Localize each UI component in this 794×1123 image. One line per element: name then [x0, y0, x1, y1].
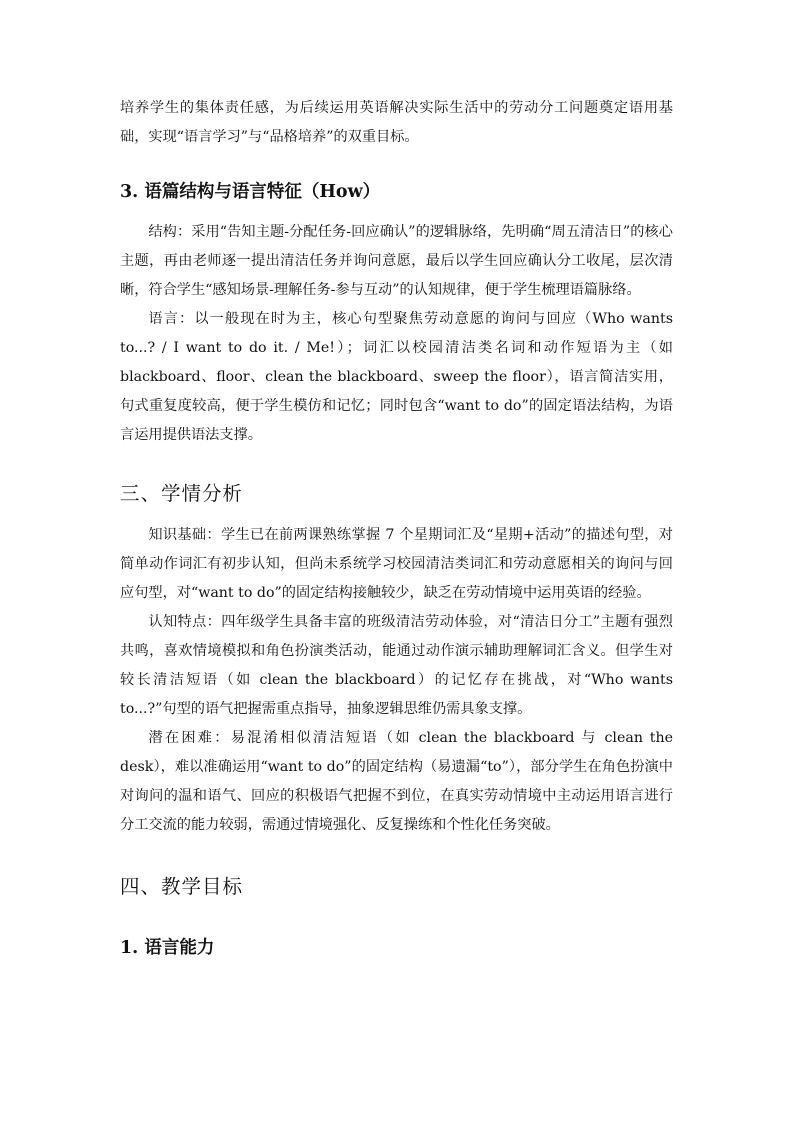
paragraph-knowledge-base: 知识基础：学生已在前两课熟练掌握 7 个星期词汇及“星期+活动”的描述句型，对简单动作词汇有初步认知，但尚未系统学习校园清洁类词汇和劳动意愿相关的询问与回应句型，对“want to do”的固定结构接触较少，缺乏在劳动情境中运用英语的经验。	[120, 527, 673, 601]
paragraph-intro-continued: 培养学生的集体责任感，为后续运用英语解决实际生活中的劳动分工问题奠定语用基础，实现“语言学习”与“品格培养”的双重目标。	[120, 100, 673, 145]
heading-teaching-goals: 四、教学目标	[120, 875, 244, 898]
paragraph-language: 语言：以一般现在时为主，核心句型聚焦劳动意愿的询问与回应（Who wants to...? / I want to do it. / Me!）；词汇以校园清洁类名词和动作短语为主（如 blackboard、floor、clean the blackboard、sweep the floor），语言简洁实用，句式重复度较高，便于学生模仿和记忆；同时包含“want to do”的固定语法结构，为语言运用提供语法支撑。	[120, 311, 673, 443]
paragraph-potential-difficulty: 潜在困难：易混淆相似清洁短语（如 clean the blackboard 与 clean the desk），难以准确运用“want to do”的固定结构（易遗漏“to”），部分学生在角色扮演中对询问的温和语气、回应的积极语气把握不到位，在真实劳动情境中主动运用语言进行分工交流的能力较弱，需通过情境强化、反复操练和个性化任务突破。	[120, 730, 673, 833]
heading-structure-language: 3. 语篇结构与语言特征（How）	[120, 182, 381, 202]
heading-learner-analysis: 三、学情分析	[120, 482, 244, 505]
heading-language-ability: 1. 语言能力	[120, 938, 215, 958]
paragraph-structure: 结构：采用“告知主题-分配任务-回应确认”的逻辑脉络，先明确“周五清洁日”的核心主题，再由老师逐一提出清洁任务并询问意愿，最后以学生回应确认分工收尾，层次清晰，符合学生“感知场景-理解任务-参与互动”的认知规律，便于学生梳理语篇脉络。	[120, 224, 673, 298]
document-content	[120, 94, 673, 962]
paragraph-cognitive-traits: 认知特点：四年级学生具备丰富的班级清洁劳动体验，对“清洁日分工”主题有强烈共鸣，喜欢情境模拟和角色扮演类活动，能通过动作演示辅助理解词汇含义。但学生对较长清洁短语（如 clean the blackboard）的记忆存在挑战，对“Who wants to...?”句型的语气把握需重点指导，抽象逻辑思维仍需具象支撑。	[120, 614, 673, 717]
